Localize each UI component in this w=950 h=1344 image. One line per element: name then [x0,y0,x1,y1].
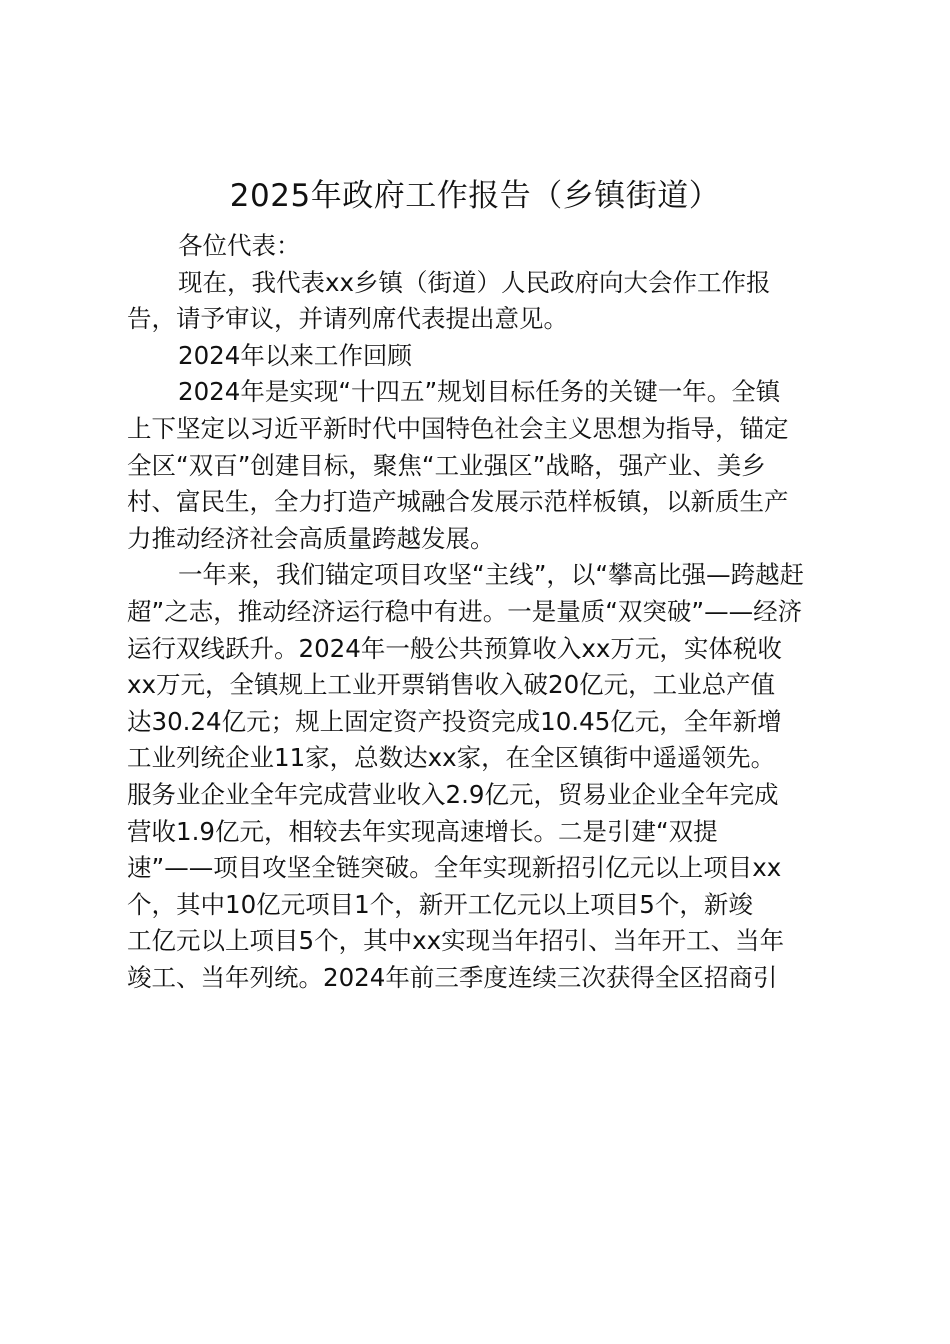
text-line: 全区“双百”创建目标，聚焦“工业强区”战略，强产业、美乡 [127,450,766,480]
text-line: 2024年以来工作回顾 [178,340,412,370]
text-line: 工亿元以上项目5个，其中xx实现当年招引、当年开工、当年 [127,926,785,956]
text-line: 个，其中10亿元项目1个，新开工亿元以上项目5个，新竣 [127,889,753,919]
text-line: 力推动经济社会高质量跨越发展。 [127,523,495,553]
text-line: 上下坚定以习近平新时代中国特色社会主义思想为指导，锚定 [127,413,789,443]
document-title: 2025年政府工作报告（乡镇街道） [229,178,721,214]
text-line: 村、富民生，全力打造产城融合发展示范样板镇，以新质生产 [127,487,789,517]
text-line: 告，请予审议，并请列席代表提出意见。 [127,304,568,334]
text-line: 营收1.9亿元，相较去年实现高速增长。二是引建“双提 [127,816,718,846]
text-line: 一年来，我们锚定项目攻坚“主线”，以“攀高比强—跨越赶 [178,560,805,590]
text-line: 现在，我代表xx乡镇（街道）人民政府向大会作工作报 [178,267,771,297]
text-line: 竣工、当年列统。2024年前三季度连续三次获得全区招商引 [127,962,778,992]
text-line: 达30.24亿元；规上固定资产投资完成10.45亿元，全年新增 [127,706,782,736]
text-line: 运行双线跃升。2024年一般公共预算收入xx万元，实体税收 [127,633,782,663]
text-line: 超”之志，推动经济运行稳中有进。一是量质“双突破”——经济 [127,596,803,626]
text-line: 2024年是实现“十四五”规划目标任务的关键一年。全镇 [178,377,781,407]
text-line: 速”——项目攻坚全链突破。全年实现新招引亿元以上项目xx [127,853,782,883]
text-line: 工业列统企业11家，总数达xx家，在全区镇街中遥遥领先。 [127,743,776,773]
text-line: xx万元，全镇规上工业开票销售收入破20亿元，工业总产值 [127,670,776,700]
text-line: 服务业企业全年完成营业收入2.9亿元，贸易业企业全年完成 [127,779,779,809]
text-line: 各位代表： [178,231,301,260]
document-body [127,228,835,996]
